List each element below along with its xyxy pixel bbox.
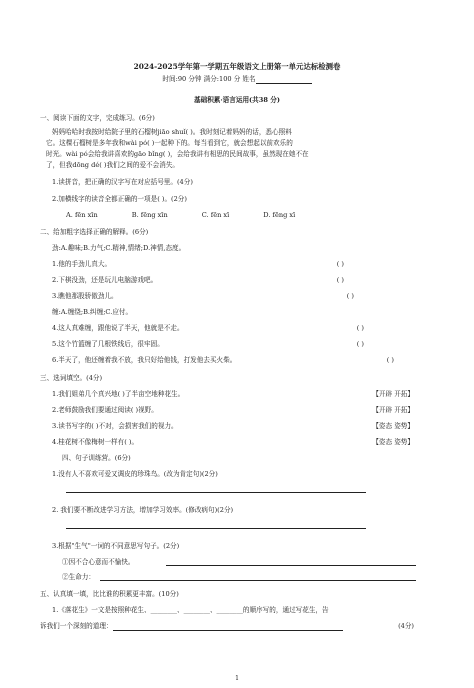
q3-item: 3.读书写字的( )不对，会损害我们的视力。 【姿态 姿势】	[52, 422, 414, 430]
q4-sentence-1: 1.没有人不喜欢可爱又调皮的珍珠鸟。(改为肯定句)(2分)	[52, 470, 218, 478]
q1-passage-line: 了，但我dōng dé( )我们之间的爱不会消失。	[46, 161, 180, 169]
q5-item-1: 1.《落花生》一文是按照种花生、________、________、________的顺序写的，通过写花生，告	[52, 606, 329, 614]
q1-subquestion-2: 2.加横线字的读音全都正确的一项是( )。(2分)	[52, 195, 187, 203]
answer-paren[interactable]: ( )	[336, 260, 344, 268]
answer-paren[interactable]: ( )	[356, 340, 364, 348]
q5-item-1-cont: 诉我们一个深刻的道理： (4分)	[40, 622, 414, 630]
q2-item: 3.瞧他那股骄傲劲儿。 ( )	[52, 292, 354, 300]
option-c[interactable]: C. fēn xī	[201, 211, 230, 219]
section-heading: 基础积累·语言运用(共38 分)	[194, 96, 280, 104]
name-blank[interactable]	[256, 76, 312, 84]
q2-item: 1.他的手劲儿真大。 ( )	[52, 260, 344, 268]
answer-paren[interactable]: ( )	[346, 292, 354, 300]
exam-meta	[40, 75, 434, 84]
answer-paren[interactable]: ( )	[386, 356, 394, 364]
q4-sentence-3: 3.根据"生气"一词的不同意思写句子。(2分)	[52, 542, 180, 550]
q1-passage-line: 它。这棵石榴树是多年我和wài pó( )一起种下的。每当看到它，就会想起以前欢乐的	[46, 139, 293, 147]
q2-definition-chan: 缠:A.缠绕;B.纠缠;C.应付。	[52, 308, 133, 316]
q4-meaning-1: ①因不合心意而不愉快。	[62, 558, 135, 566]
q2-definition-jin: 劲:A.趣味;B.力气;C.精神,情绪;D.神情,态度。	[52, 244, 186, 252]
q4-heading: 四、句子训练营。(6分)	[62, 454, 131, 462]
q5-score: (4分)	[398, 622, 414, 630]
word-choices: 【姿态 姿势】	[372, 422, 414, 430]
answer-line[interactable]	[66, 492, 366, 493]
answer-blank[interactable]	[113, 623, 343, 631]
word-choices: 【开辟 开拓】	[372, 390, 414, 398]
q1-heading: 一、阅读下面的文字，完成练习。(6分)	[40, 114, 155, 122]
option-a[interactable]: A. fēn xīn	[66, 211, 98, 219]
q2-item: 6.半天了，他还缠着我不放，我只好给他钱，打发他去买火柴。 ( )	[52, 356, 394, 364]
q3-item: 4.桂花树不像梅树一样有( )。 【姿态 姿势】	[52, 438, 414, 446]
option-d[interactable]: D. fēng xī	[263, 211, 296, 219]
answer-line[interactable]	[66, 528, 366, 529]
q4-sentence-2: 2. 我们要不断改进学习方法，增加学习效率。(修改病句)(2分)	[52, 506, 234, 514]
answer-line[interactable]	[166, 565, 416, 566]
q2-item: 4.这人真难缠，跟他说了半天，他就是不走。 ( )	[52, 324, 364, 332]
q1-options	[66, 211, 434, 220]
word-choices: 【开辟 开拓】	[372, 406, 414, 414]
q2-heading: 二、给加粗字选择正确的解释。(6分)	[40, 228, 149, 236]
q3-item: 2.老师鼓励我们要通过阅读( )视野。 【开辟 开拓】	[52, 406, 414, 414]
answer-line[interactable]	[100, 580, 416, 581]
exam-title: 2024-2025学年第一学期五年级语文上册第一单元达标检测卷	[133, 62, 341, 71]
option-b[interactable]: B. fēng xīn	[131, 211, 168, 219]
q1-passage-line: 时光。wài pó会给我讲喜欢的gāo bǐng( )，会给我讲有相思的民间故事，虽然现在她不在	[46, 150, 309, 158]
time-score-name: 时间:90 分钟 满分:100 分 姓名	[162, 75, 256, 83]
q2-item: 5.这个竹篮缠了几根铁线后，很牢固。 ( )	[52, 340, 364, 348]
word-choices: 【姿态 姿势】	[372, 438, 414, 446]
answer-paren[interactable]: ( )	[356, 324, 364, 332]
q3-item: 1.我们姐弟几个真兴地( )了半亩空地种花生。 【开辟 开拓】	[52, 390, 414, 398]
answer-paren[interactable]: ( )	[336, 276, 344, 284]
q2-item: 2.下棋没劲，还是玩儿电脑游戏吧。 ( )	[52, 276, 344, 284]
page-number: 1	[235, 675, 239, 682]
q4-meaning-2: ②生命力：	[62, 573, 95, 581]
q1-passage-line: 妈妈哈哈时我按时给院子里的石榴树jiāo shuǐ( )。我时刻记着妈妈的话，悉心照料	[52, 128, 292, 136]
q1-subquestion-1: 1.读拼音，把正确的汉字写在对应括号里。(4分)	[52, 178, 193, 186]
q5-heading: 五、认真填一填，比比谁的积累更丰富。(10分)	[40, 590, 179, 598]
q3-heading: 三、选词填空。(4分)	[40, 374, 103, 382]
